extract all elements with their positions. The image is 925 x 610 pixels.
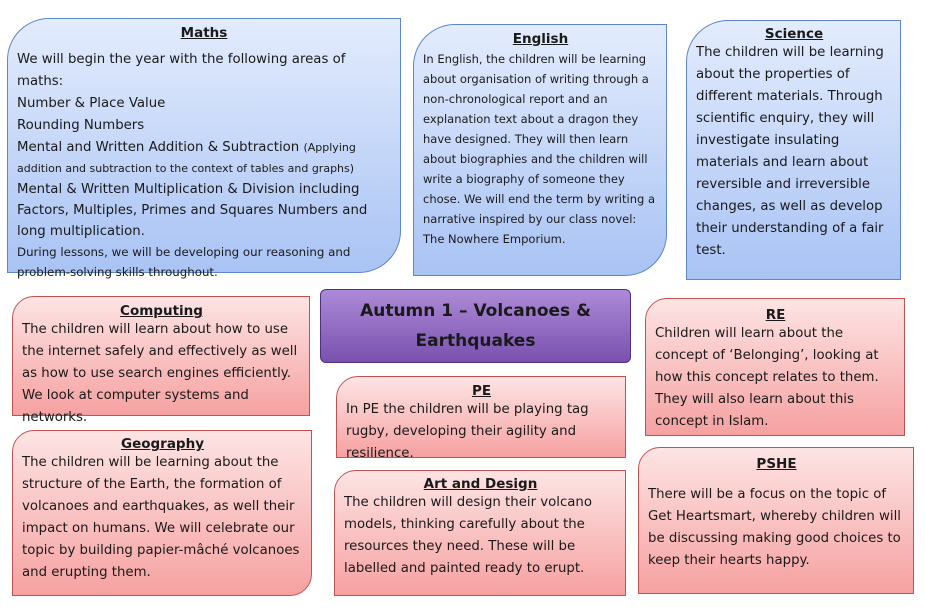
maths-line-1: Number & Place Value — [17, 96, 166, 111]
maths-line-2: Rounding Numbers — [17, 118, 145, 133]
maths-line-4: Mental & Written Multiplication & Division including Factors, Multiples, Primes and Squares Numbers and long multiplication. — [17, 182, 368, 239]
art-body: The children will design their volcano models, thinking carefully about the resources they need. These will be labelled and painted ready to erupt. — [344, 495, 592, 576]
maths-line-3-main: Mental and Written Addition & Subtraction — [17, 140, 300, 155]
art-title: Art and Design — [423, 476, 538, 492]
maths-line-3-note: (Applying addition and subtraction to the context of tables and graphs) — [17, 141, 356, 175]
pe-box — [336, 376, 626, 461]
re-box — [645, 298, 905, 436]
english-box — [413, 24, 667, 276]
pshe-body: There will be a focus on the topic of Get Heartsmart, whereby children will be discussing making good choices to keep their hearts happy. — [648, 487, 902, 568]
maths-box — [7, 18, 401, 279]
geography-title: Geography — [120, 436, 205, 452]
geography-box — [12, 430, 312, 596]
geography-body: The children will be learning about the structure of the Earth, the formation of volcanoes and earthquakes, as well their impact on humans. We will celebrate our topic by building papier-mâché volcanoes and erupting them. — [22, 455, 300, 580]
english-title: English — [512, 31, 569, 47]
art-box — [334, 470, 626, 596]
re-body: Children will learn about the concept of ‘Belonging’, looking at how this concept relates to them. They will also learn about this concept in Islam. — [655, 326, 879, 429]
maths-line-5: During lessons, we will be developing our reasoning and problem-solving skills throughout. — [17, 245, 351, 279]
science-title: Science — [764, 26, 824, 42]
topic-title: Autumn 1 – Volcanoes & Earthquakes — [360, 301, 591, 351]
computing-body: The children will learn about how to use the internet safely and effectively as well as how to use search engines efficiently. We look at computer systems and networks. — [22, 322, 298, 425]
computing-box — [12, 296, 310, 425]
pe-body: In PE the children will be playing tag rugby, developing their agility and resilience. — [346, 402, 589, 461]
pe-title: PE — [471, 383, 492, 399]
computing-title: Computing — [120, 303, 203, 319]
topic-title-box — [320, 289, 631, 363]
maths-intro: We will begin the year with the following areas of maths: — [17, 52, 346, 89]
science-box — [686, 20, 901, 280]
re-title: RE — [765, 307, 786, 323]
english-body: In English, the children will be learning about organisation of writing through a non-chronological report and an explanation text about a dragon they have designed. They will then learn about biographies and the children will write a biography of someone they chose. We will end the term by writing a narrative inspired by our class novel: The Nowhere Emporium. — [423, 52, 655, 246]
pshe-box — [638, 447, 914, 594]
maths-line-3 — [17, 137, 391, 179]
science-body: The children will be learning about the properties of different materials. Through scientific enquiry, they will investigate insulating materials and learn about reversible and irreversible changes, as well as develop their understanding of a fair test. — [696, 45, 884, 258]
pshe-title: PSHE — [756, 456, 797, 472]
maths-title: Maths — [180, 25, 228, 41]
